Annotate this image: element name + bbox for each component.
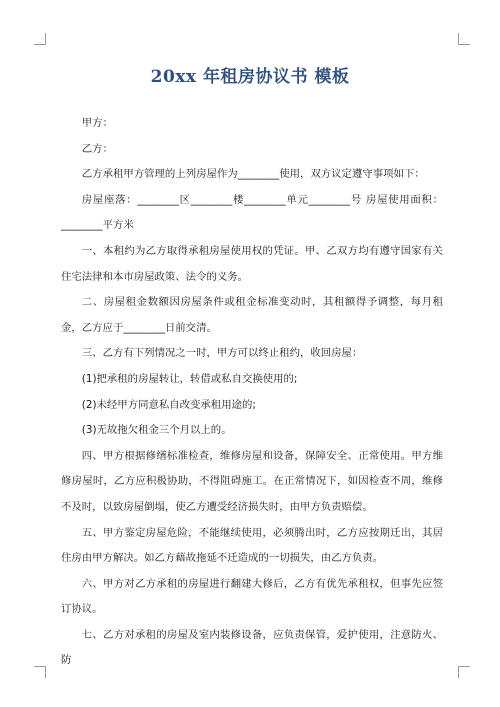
clause-3-item-2: (2)未经甲方同意私自改变承租用途的; xyxy=(81,398,256,411)
crop-mark-top-left xyxy=(34,33,46,45)
clause-5: 五、甲方鉴定房屋危险，不能继续使用，必须腾出时，乙方应按期迁出，其居住房由甲方解决。如乙方藉故拖延不迁造成的一切损失，由乙方负责。 xyxy=(61,526,443,565)
intro-paragraph: 乙方承租甲方管理的上列房屋作为________使用，双方议定遵守事项如下： xyxy=(81,168,425,181)
clause-3-item-3: (3)无故拖欠租金三个月以上的。 xyxy=(81,424,232,437)
clause-3-item-1: (1)把承租的房屋转让，转借或私自交换使用的; xyxy=(81,372,298,385)
party-a-line: 甲方： xyxy=(81,117,113,129)
document-title: 20xx 年租房协议书 模板 xyxy=(150,67,350,87)
house-location-paragraph: 房屋座落：________区________楼________单元________号 房屋使用面积：________平方米 xyxy=(61,193,443,232)
crop-mark-bottom-left xyxy=(34,666,46,678)
crop-mark-bottom-right xyxy=(458,666,470,678)
crop-mark-top-right xyxy=(458,33,470,45)
clause-3: 三、乙方有下列情况之一时，甲方可以终止租约，收回房屋： xyxy=(81,347,363,360)
clause-2: 二、房屋租金数额因房屋条件或租金标准变动时，其租额得予调整，每月租金，乙方应于________日前交清。 xyxy=(61,296,443,334)
clause-1: 一、本租约为乙方取得承租房屋使用权的凭证。甲、乙双方均有遵守国家有关住宅法律和本市房屋政策、法令的义务。 xyxy=(61,244,443,283)
clause-6: 六、甲方对乙方承租的房屋进行翻建大修后，乙方有优先承租权，但事先应签订协议。 xyxy=(61,577,443,616)
document-body xyxy=(61,111,443,674)
clause-7: 七、乙方对承租的房屋及室内装修设备，应负责保管，爱护使用，注意防火、防 xyxy=(61,628,443,667)
party-b-line: 乙方： xyxy=(81,142,113,155)
clause-4: 四、甲方根据修缮标准检查，维修房屋和设备，保障安全、正常使用。甲方维修房屋时，乙方应积极协助，不得阻碍施工。在正常情况下，如因检查不周，维修不及时，以致房屋倒塌，使乙方遭受经济损失时，由甲方负责赔偿。 xyxy=(61,449,443,513)
